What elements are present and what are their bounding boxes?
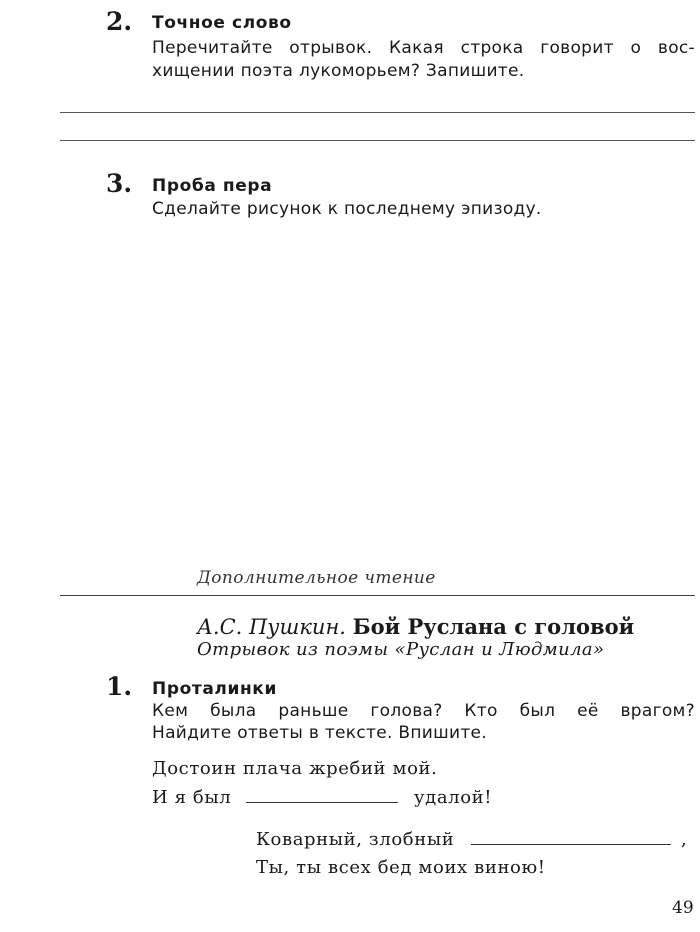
reading-heading bbox=[197, 613, 634, 641]
work-title: Бой Руслана с головой bbox=[352, 614, 635, 639]
poem-line-3-end: , bbox=[681, 829, 688, 850]
page-number: 49 bbox=[672, 898, 694, 918]
poem-line-1: Достоин плача жребий мой. bbox=[152, 758, 438, 779]
poem-line-2-start: И я был bbox=[152, 787, 232, 808]
task-2-text-line-1: Перечитайте отрывок. Какая строка говорит о вос- bbox=[152, 38, 695, 58]
poem-line-3-start: Коварный, злобный bbox=[256, 829, 455, 850]
task-2-number: 2. bbox=[106, 7, 133, 36]
task-2-title: Точное слово bbox=[152, 13, 292, 33]
poem-line-2 bbox=[152, 786, 492, 810]
task-1-text-line-2: Найдите ответы в тексте. Впишите. bbox=[152, 723, 487, 743]
section-divider bbox=[60, 595, 695, 596]
section-label: Дополнительное чтение bbox=[197, 568, 436, 588]
task-3-title: Проба пера bbox=[152, 176, 273, 196]
fill-blank-1[interactable] bbox=[246, 802, 398, 803]
task-3-number: 3. bbox=[106, 169, 133, 198]
fill-blank-2[interactable] bbox=[471, 844, 671, 845]
author-name: А.С. Пушкин. bbox=[197, 615, 346, 639]
poem-line-2-end: удалой! bbox=[413, 787, 493, 808]
task-2-text-line-2: хищении поэта лукоморьем? Запишите. bbox=[152, 61, 525, 81]
drawing-area[interactable] bbox=[60, 228, 695, 558]
task-1-number: 1. bbox=[106, 672, 133, 701]
task-3-text: Сделайте рисунок к последнему эпизоду. bbox=[152, 199, 542, 219]
poem-line-4: Ты, ты всех бед моих виною! bbox=[256, 857, 546, 878]
task-1-text-line-1: Кем была раньше голова? Кто был её врагом? bbox=[152, 701, 695, 721]
answer-line-1[interactable] bbox=[60, 112, 695, 113]
poem-line-3 bbox=[256, 828, 687, 852]
task-1-title: Проталинки bbox=[152, 679, 277, 699]
answer-line-2[interactable] bbox=[60, 140, 695, 141]
work-subtitle: Отрывок из поэмы «Руслан и Людмила» bbox=[197, 639, 605, 660]
